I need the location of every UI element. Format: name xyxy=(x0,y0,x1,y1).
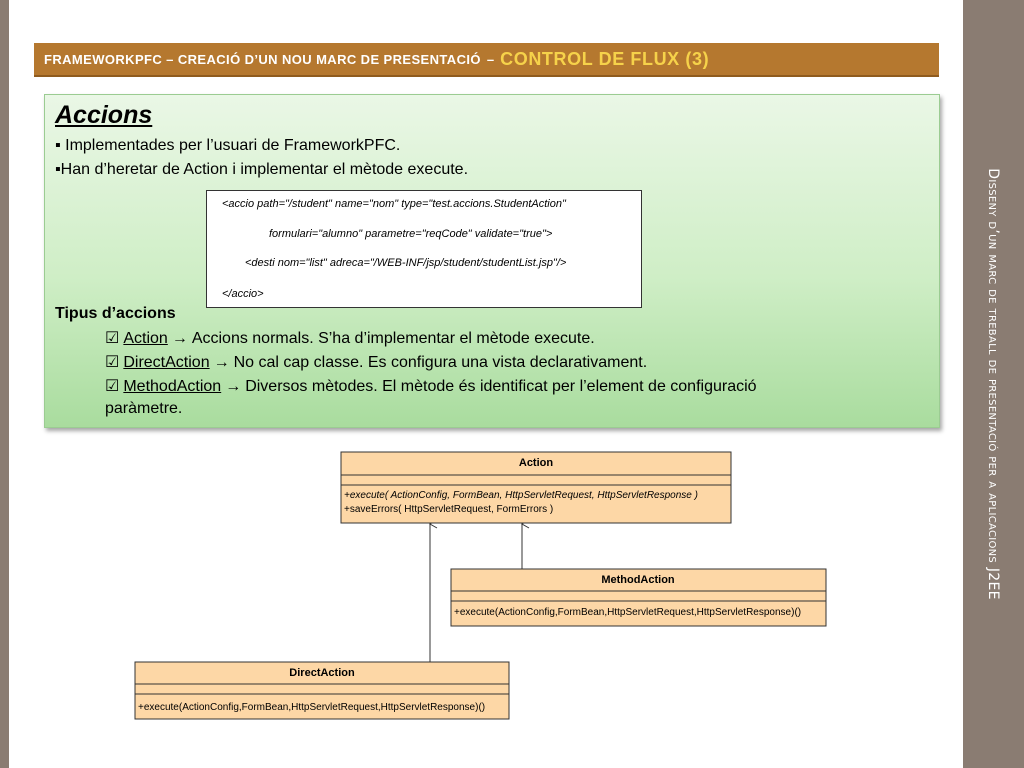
arrow-right-icon: → xyxy=(171,330,188,347)
type-description-continuation: paràmetre. xyxy=(105,400,183,417)
type-name: Action xyxy=(123,330,168,347)
uml-class-name: Action xyxy=(518,457,554,469)
uml-class-name: MethodAction xyxy=(601,574,675,586)
code-line: formulari="alumno" parametre="reqCode" validate="true"> xyxy=(269,228,553,240)
checkbox-icon: ☑ xyxy=(105,378,120,395)
sidebar-vertical-title: Disseny d’un marc de treball de presentació per a aplicacions J2EE xyxy=(985,168,1001,600)
checkbox-icon: ☑ xyxy=(105,354,120,371)
uml-method: +execute(ActionConfig,FormBean,HttpServletRequest,HttpServletResponse)() xyxy=(138,702,486,713)
types-title: Tipus d’accions xyxy=(55,305,176,322)
uml-method: +execute( ActionConfig, FormBean, HttpServletRequest, HttpServletResponse ) xyxy=(344,490,698,501)
type-name: MethodAction xyxy=(123,378,222,395)
type-description: Accions normals. S’ha d’implementar el mètode execute. xyxy=(191,330,595,347)
title-accent: CONTROL DE FLUX (3) xyxy=(500,48,710,69)
arrow-right-icon: → xyxy=(225,378,242,395)
uml-method: +saveErrors( HttpServletRequest, FormErrors ) xyxy=(344,504,554,515)
title-separator: – xyxy=(486,51,495,67)
code-line: <accio path="/student" name="nom" type="test.accions.StudentAction" xyxy=(222,198,566,210)
type-description: Diversos mètodes. El mètode és identificat per l’element de configuració xyxy=(245,378,757,395)
arrow-right-icon: → xyxy=(213,354,230,371)
uml-class-action xyxy=(341,452,731,523)
uml-class-methodaction xyxy=(451,569,826,626)
code-line: <desti nom="list" adreca="/WEB-INF/jsp/student/studentList.jsp"/> xyxy=(245,257,567,269)
type-name: DirectAction xyxy=(123,354,210,371)
bullet-item: ▪Han d’heretar de Action i implementar el mètode execute. xyxy=(55,161,469,178)
section-heading: Accions xyxy=(55,101,153,129)
type-description: No cal cap classe. Es configura una vista declarativament. xyxy=(233,354,648,371)
title-main: FRAMEWORKPFC – CREACIÓ D’UN NOU MARC DE PRESENTACIÓ xyxy=(44,51,481,67)
code-line: </accio> xyxy=(222,288,264,300)
checkbox-icon: ☑ xyxy=(105,330,120,347)
uml-class-directaction xyxy=(135,662,509,719)
bullet-item: ▪ Implementades per l’usuari de FrameworkPFC. xyxy=(55,137,401,154)
uml-class-name: DirectAction xyxy=(289,667,355,679)
uml-method: +execute(ActionConfig,FormBean,HttpServletRequest,HttpServletResponse)() xyxy=(454,607,802,618)
